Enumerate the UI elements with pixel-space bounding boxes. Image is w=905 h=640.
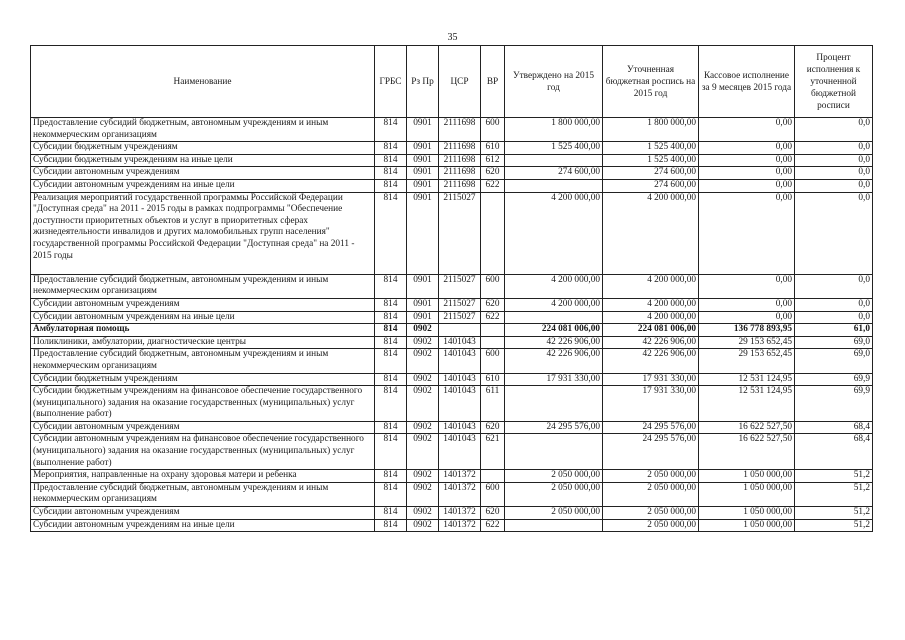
cell-rzpr: 0902 [407, 336, 439, 349]
cell-vr: 611 [481, 386, 505, 422]
cell-cash: 1 050 000,00 [699, 470, 795, 483]
cell-percent: 69,0 [795, 336, 873, 349]
cell-refined: 1 800 000,00 [603, 118, 699, 142]
cell-grbs: 814 [375, 324, 407, 337]
cell-name: Субсидии автономным учреждениям на иные цели [31, 311, 375, 324]
cell-approved [505, 386, 603, 422]
col-header-approved: Утверждено на 2015 год [505, 46, 603, 118]
cell-cash: 29 153 652,45 [699, 349, 795, 373]
cell-csr: 1401372 [439, 482, 481, 506]
cell-grbs: 814 [375, 142, 407, 155]
table-row [31, 519, 873, 532]
cell-refined: 2 050 000,00 [603, 470, 699, 483]
cell-name: Предоставление субсидий бюджетным, автономным учреждениям и иным некоммерческим организациям [31, 274, 375, 298]
table-row [31, 192, 873, 274]
cell-approved: 224 081 006,00 [505, 324, 603, 337]
cell-percent: 51,2 [795, 507, 873, 520]
cell-vr: 620 [481, 421, 505, 434]
cell-percent: 68,4 [795, 421, 873, 434]
cell-grbs: 814 [375, 349, 407, 373]
cell-csr: 1401043 [439, 336, 481, 349]
cell-rzpr: 0902 [407, 482, 439, 506]
cell-name: Субсидии автономным учреждениям [31, 421, 375, 434]
cell-grbs: 814 [375, 434, 407, 470]
cell-vr: 610 [481, 373, 505, 386]
cell-cash: 136 778 893,95 [699, 324, 795, 337]
cell-percent: 0,0 [795, 179, 873, 192]
table-row [31, 470, 873, 483]
cell-cash: 12 531 124,95 [699, 373, 795, 386]
cell-refined: 274 600,00 [603, 179, 699, 192]
cell-cash: 0,00 [699, 154, 795, 167]
cell-refined: 2 050 000,00 [603, 507, 699, 520]
cell-grbs: 814 [375, 274, 407, 298]
cell-name: Субсидии бюджетным учреждениям [31, 142, 375, 155]
cell-percent: 51,2 [795, 482, 873, 506]
cell-name: Субсидии автономным учреждениям [31, 507, 375, 520]
cell-cash: 1 050 000,00 [699, 519, 795, 532]
cell-csr: 1401043 [439, 373, 481, 386]
cell-cash: 0,00 [699, 118, 795, 142]
cell-rzpr: 0902 [407, 519, 439, 532]
cell-csr: 2111698 [439, 167, 481, 180]
col-header-csr: ЦСР [439, 46, 481, 118]
cell-approved: 2 050 000,00 [505, 507, 603, 520]
cell-rzpr: 0902 [407, 386, 439, 422]
cell-name: Предоставление субсидий бюджетным, автономным учреждениям и иным некоммерческим организациям [31, 349, 375, 373]
cell-rzpr: 0902 [407, 421, 439, 434]
cell-rzpr: 0901 [407, 311, 439, 324]
cell-grbs: 814 [375, 298, 407, 311]
cell-refined: 17 931 330,00 [603, 373, 699, 386]
cell-csr: 1401043 [439, 349, 481, 373]
cell-refined: 4 200 000,00 [603, 298, 699, 311]
cell-name: Субсидии автономным учреждениям на иные цели [31, 179, 375, 192]
table-row [31, 179, 873, 192]
cell-rzpr: 0902 [407, 434, 439, 470]
cell-vr [481, 324, 505, 337]
cell-csr: 2111698 [439, 118, 481, 142]
cell-grbs: 814 [375, 519, 407, 532]
cell-approved [505, 179, 603, 192]
cell-cash: 1 050 000,00 [699, 507, 795, 520]
cell-csr: 2111698 [439, 154, 481, 167]
cell-grbs: 814 [375, 482, 407, 506]
col-header-refined: Уточненная бюджетная роспись на 2015 год [603, 46, 699, 118]
cell-csr: 2115027 [439, 192, 481, 274]
cell-csr: 1401043 [439, 434, 481, 470]
col-header-rzpr: Рз Пр [407, 46, 439, 118]
cell-rzpr: 0902 [407, 324, 439, 337]
cell-name: Субсидии автономным учреждениям на финансовое обеспечение государственного (муниципального) задания на оказание государственных (муниципальных) услуг (выполнение работ) [31, 434, 375, 470]
budget-table [30, 45, 873, 532]
cell-refined: 2 050 000,00 [603, 482, 699, 506]
cell-cash: 0,00 [699, 274, 795, 298]
cell-percent: 0,0 [795, 154, 873, 167]
cell-refined: 1 525 400,00 [603, 154, 699, 167]
cell-refined: 17 931 330,00 [603, 386, 699, 422]
page-number: 35 [447, 32, 458, 43]
cell-percent: 69,9 [795, 373, 873, 386]
table-row [31, 274, 873, 298]
cell-approved: 2 050 000,00 [505, 470, 603, 483]
cell-percent: 51,2 [795, 470, 873, 483]
table-row [31, 324, 873, 337]
table-row [31, 142, 873, 155]
col-header-name: Наименование [31, 46, 375, 118]
cell-vr: 622 [481, 311, 505, 324]
cell-cash: 0,00 [699, 142, 795, 155]
cell-grbs: 814 [375, 167, 407, 180]
cell-vr: 622 [481, 179, 505, 192]
cell-rzpr: 0901 [407, 192, 439, 274]
cell-csr: 1401372 [439, 470, 481, 483]
cell-grbs: 814 [375, 421, 407, 434]
cell-vr: 600 [481, 349, 505, 373]
table-row [31, 349, 873, 373]
cell-cash: 12 531 124,95 [699, 386, 795, 422]
cell-csr [439, 324, 481, 337]
cell-approved [505, 311, 603, 324]
cell-rzpr: 0901 [407, 118, 439, 142]
cell-rzpr: 0901 [407, 167, 439, 180]
table-header [31, 46, 873, 118]
cell-refined: 42 226 906,00 [603, 349, 699, 373]
cell-name: Субсидии автономным учреждениям [31, 167, 375, 180]
cell-vr: 620 [481, 167, 505, 180]
table-row [31, 507, 873, 520]
cell-cash: 16 622 527,50 [699, 434, 795, 470]
cell-grbs: 814 [375, 336, 407, 349]
col-header-grbs: ГРБС [375, 46, 407, 118]
cell-rzpr: 0901 [407, 179, 439, 192]
cell-refined: 2 050 000,00 [603, 519, 699, 532]
cell-csr: 1401043 [439, 421, 481, 434]
cell-grbs: 814 [375, 179, 407, 192]
cell-name: Поликлиники, амбулатории, диагностические центры [31, 336, 375, 349]
cell-approved: 4 200 000,00 [505, 274, 603, 298]
cell-cash: 0,00 [699, 311, 795, 324]
header-row [31, 46, 873, 118]
cell-name: Субсидии бюджетным учреждениям на иные цели [31, 154, 375, 167]
cell-vr [481, 192, 505, 274]
cell-percent: 0,0 [795, 142, 873, 155]
cell-percent: 61,0 [795, 324, 873, 337]
cell-name: Мероприятия, направленные на охрану здоровья матери и ребенка [31, 470, 375, 483]
cell-csr: 1401372 [439, 519, 481, 532]
cell-rzpr: 0901 [407, 142, 439, 155]
cell-refined: 24 295 576,00 [603, 434, 699, 470]
cell-name: Предоставление субсидий бюджетным, автономным учреждениям и иным некоммерческим организациям [31, 482, 375, 506]
cell-approved: 24 295 576,00 [505, 421, 603, 434]
cell-grbs: 814 [375, 192, 407, 274]
cell-percent: 51,2 [795, 519, 873, 532]
cell-grbs: 814 [375, 373, 407, 386]
cell-refined: 24 295 576,00 [603, 421, 699, 434]
cell-name: Предоставление субсидий бюджетным, автономным учреждениям и иным некоммерческим организациям [31, 118, 375, 142]
cell-percent: 0,0 [795, 167, 873, 180]
cell-approved: 42 226 906,00 [505, 349, 603, 373]
cell-vr: 620 [481, 507, 505, 520]
cell-name: Субсидии бюджетным учреждениям на финансовое обеспечение государственного (муниципального) задания на оказание государственных (муниципальных) услуг (выполнение работ) [31, 386, 375, 422]
cell-approved [505, 519, 603, 532]
cell-csr: 1401043 [439, 386, 481, 422]
cell-cash: 0,00 [699, 192, 795, 274]
cell-csr: 2115027 [439, 311, 481, 324]
cell-vr: 612 [481, 154, 505, 167]
cell-vr: 610 [481, 142, 505, 155]
cell-grbs: 814 [375, 386, 407, 422]
cell-csr: 2111698 [439, 179, 481, 192]
cell-rzpr: 0902 [407, 507, 439, 520]
cell-approved: 1 525 400,00 [505, 142, 603, 155]
cell-percent: 68,4 [795, 434, 873, 470]
cell-rzpr: 0902 [407, 349, 439, 373]
cell-approved: 42 226 906,00 [505, 336, 603, 349]
col-header-cash: Кассовое исполнение за 9 месяцев 2015 года [699, 46, 795, 118]
cell-vr: 620 [481, 298, 505, 311]
cell-name: Амбулаторная помощь [31, 324, 375, 337]
table-row [31, 311, 873, 324]
cell-refined: 1 525 400,00 [603, 142, 699, 155]
cell-percent: 0,0 [795, 298, 873, 311]
cell-csr: 2111698 [439, 142, 481, 155]
cell-approved [505, 434, 603, 470]
cell-vr: 621 [481, 434, 505, 470]
table-row [31, 421, 873, 434]
cell-grbs: 814 [375, 507, 407, 520]
cell-cash: 0,00 [699, 298, 795, 311]
cell-cash: 0,00 [699, 167, 795, 180]
cell-percent: 0,0 [795, 274, 873, 298]
cell-name: Субсидии автономным учреждениям [31, 298, 375, 311]
cell-csr: 1401372 [439, 507, 481, 520]
cell-vr: 600 [481, 274, 505, 298]
cell-name: Субсидии автономным учреждениям на иные цели [31, 519, 375, 532]
cell-rzpr: 0902 [407, 373, 439, 386]
table-row [31, 298, 873, 311]
cell-percent: 0,0 [795, 118, 873, 142]
table-row [31, 154, 873, 167]
cell-name: Субсидии бюджетным учреждениям [31, 373, 375, 386]
table-body [31, 118, 873, 532]
col-header-percent: Процент исполнения к уточненной бюджетной росписи [795, 46, 873, 118]
cell-vr [481, 470, 505, 483]
cell-approved: 4 200 000,00 [505, 298, 603, 311]
cell-cash: 1 050 000,00 [699, 482, 795, 506]
cell-name: Реализация мероприятий государственной программы Российской Федерации "Доступная среда" на 2011 - 2015 годы в рамках подпрограммы "Обеспечение доступности приоритетных объектов и услуг в приоритетных сферах жизнедеятельности инвалидов и других маломобильных групп населения" государственной программы Российской Федерации "Доступная среда" на 2011 - 2015 годы [31, 192, 375, 274]
cell-rzpr: 0901 [407, 274, 439, 298]
cell-csr: 2115027 [439, 298, 481, 311]
col-header-vr: ВР [481, 46, 505, 118]
cell-refined: 224 081 006,00 [603, 324, 699, 337]
cell-percent: 69,0 [795, 349, 873, 373]
table-row [31, 434, 873, 470]
cell-rzpr: 0902 [407, 470, 439, 483]
cell-rzpr: 0901 [407, 154, 439, 167]
cell-approved: 17 931 330,00 [505, 373, 603, 386]
cell-rzpr: 0901 [407, 298, 439, 311]
table-row [31, 118, 873, 142]
cell-refined: 4 200 000,00 [603, 192, 699, 274]
cell-refined: 4 200 000,00 [603, 311, 699, 324]
table-row [31, 336, 873, 349]
cell-vr: 600 [481, 482, 505, 506]
table-row [31, 167, 873, 180]
cell-vr [481, 336, 505, 349]
cell-percent: 0,0 [795, 311, 873, 324]
cell-approved: 4 200 000,00 [505, 192, 603, 274]
cell-approved: 1 800 000,00 [505, 118, 603, 142]
table-row [31, 482, 873, 506]
table-row [31, 373, 873, 386]
cell-grbs: 814 [375, 118, 407, 142]
cell-vr: 600 [481, 118, 505, 142]
cell-cash: 29 153 652,45 [699, 336, 795, 349]
cell-approved: 274 600,00 [505, 167, 603, 180]
cell-approved: 2 050 000,00 [505, 482, 603, 506]
table-row [31, 386, 873, 422]
cell-percent: 69,9 [795, 386, 873, 422]
cell-approved [505, 154, 603, 167]
cell-cash: 16 622 527,50 [699, 421, 795, 434]
cell-csr: 2115027 [439, 274, 481, 298]
cell-refined: 274 600,00 [603, 167, 699, 180]
cell-grbs: 814 [375, 470, 407, 483]
cell-percent: 0,0 [795, 192, 873, 274]
cell-grbs: 814 [375, 154, 407, 167]
cell-refined: 42 226 906,00 [603, 336, 699, 349]
cell-cash: 0,00 [699, 179, 795, 192]
cell-vr: 622 [481, 519, 505, 532]
cell-refined: 4 200 000,00 [603, 274, 699, 298]
cell-grbs: 814 [375, 311, 407, 324]
